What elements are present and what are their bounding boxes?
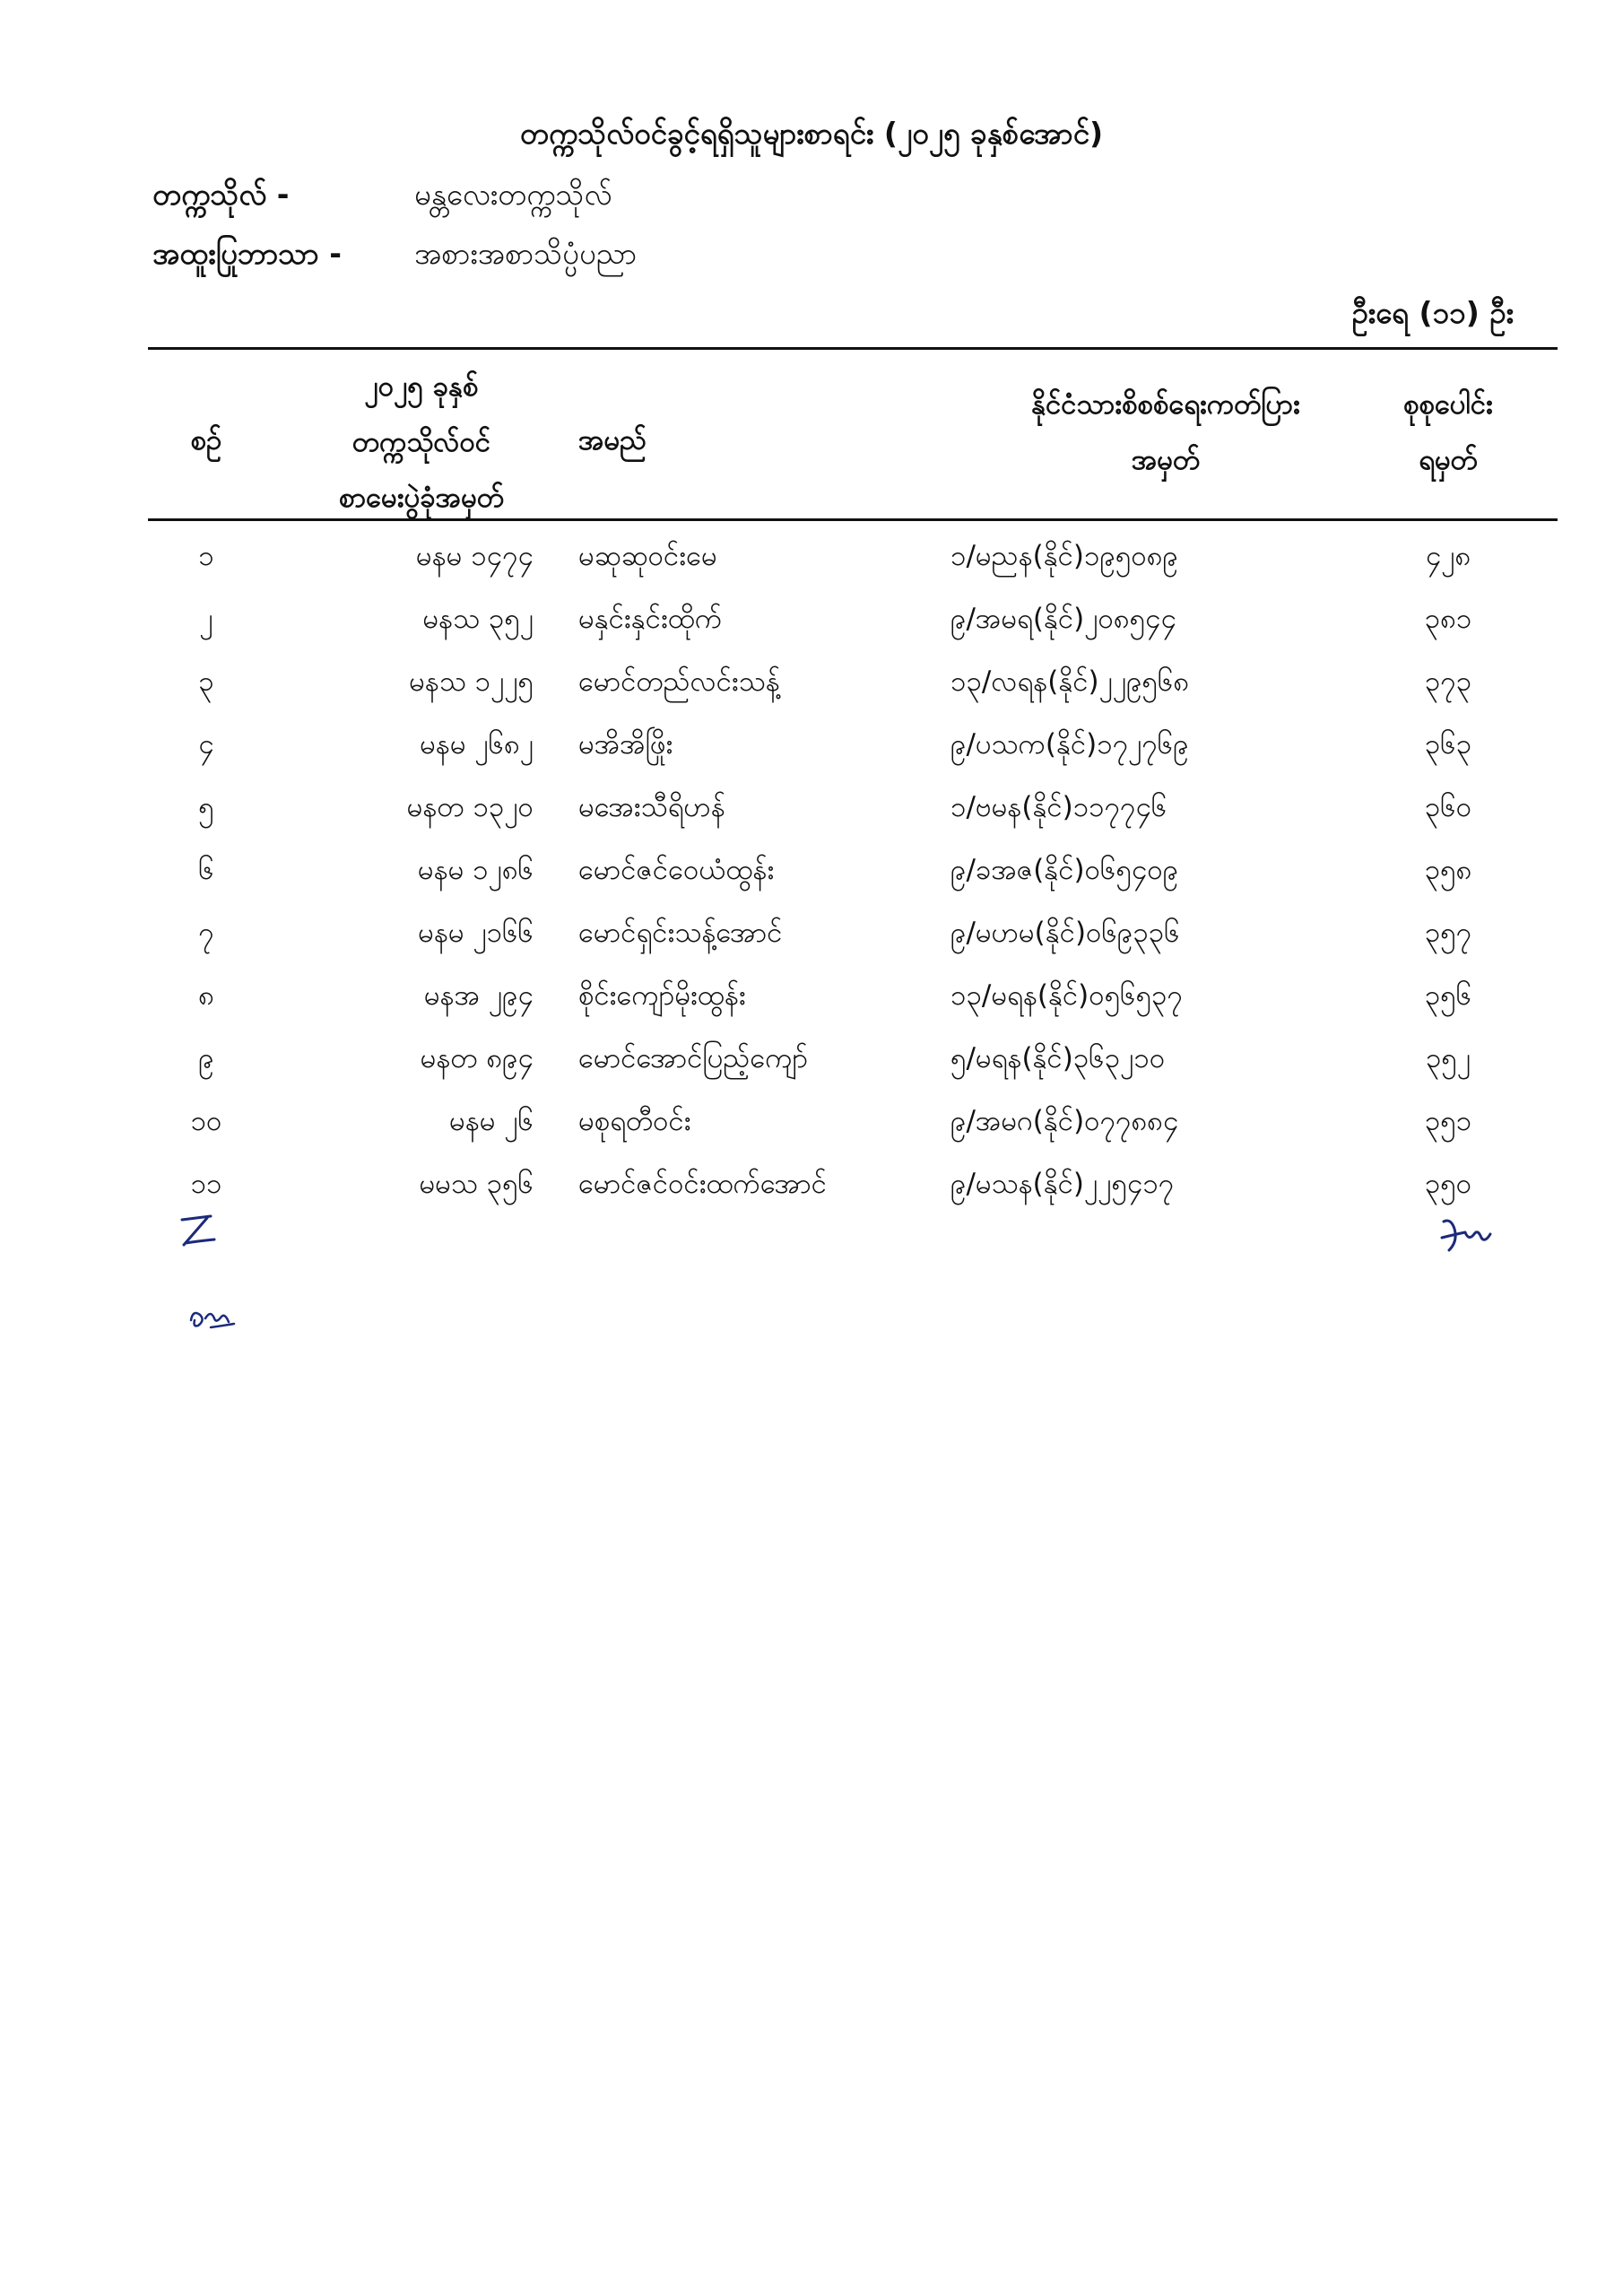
row-nrc: ၁၃/လရန(နိုင်)၂၂၉၅၆၈ (950, 665, 1190, 698)
row-nrc: ၉/ခအဇ(နိုင်)၀၆၅၄၀၉ (950, 854, 1179, 886)
table-row (0, 789, 1623, 852)
header-nrc (968, 377, 1363, 488)
table-row (0, 1103, 1623, 1166)
row-name: မနှင်းနှင်းထိုက် (578, 603, 723, 635)
table-row (0, 601, 1623, 664)
university-value: မန္တလေးတက္ကသိုလ် (414, 177, 612, 212)
row-name: မအိအိဖြိုး (578, 728, 673, 761)
row-no: ၉ (198, 1042, 214, 1074)
row-total-mark: ၃၇၃ (1424, 665, 1472, 698)
table-header-rule (148, 518, 1558, 521)
table-row (0, 538, 1623, 601)
row-no: ၁ (198, 540, 214, 572)
header-exam-line1: ၂၀၂၅ ခုနှစ် (364, 370, 479, 403)
header-nrc-line2: အမှတ် (1131, 444, 1201, 476)
row-no: ၇ (198, 917, 214, 949)
row-exam-number: မနမ ၁၄၇၄ (415, 540, 534, 572)
header-exam-line2: တက္ကသိုလ်ဝင် (352, 426, 491, 458)
row-exam-number: မနတ ၁၃၂၀ (406, 791, 534, 823)
university-label: တက္ကသိုလ် - (152, 177, 290, 212)
row-nrc: ၉/ပသက(နိုင်)၁၇၂၇၆၉ (950, 728, 1189, 761)
row-total-mark: ၃၅၀ (1424, 1168, 1472, 1200)
row-total-mark: ၄၂၈ (1425, 540, 1471, 572)
row-total-mark: ၃၆၀ (1424, 791, 1472, 823)
row-exam-number: မနသ ၃၅၂ (422, 603, 534, 635)
row-total-mark: ၃၅၇ (1424, 917, 1472, 949)
document-title: တက္ကသိုလ်ဝင်ခွင့်ရရှိသူများစာရင်း (၂၀၂၅ ခုနှစ်အောင်) (519, 116, 1104, 151)
header-mark-line1: စုစုပေါင်း (1403, 388, 1493, 421)
row-name: မောင်ဇင်ဝေယံထွန်း (578, 854, 775, 886)
row-exam-number: မနသ ၁၂၂၅ (409, 665, 534, 698)
row-exam-number: မနမ ၂၆ (449, 1105, 534, 1137)
table-row (0, 664, 1623, 726)
initial-signature-right (1435, 1211, 1506, 1260)
table-row (0, 852, 1623, 915)
initial-signature-left (175, 1211, 229, 1256)
row-exam-number: မနအ ၂၉၄ (423, 979, 534, 1012)
row-nrc: ၁/မညန(နိုင်)၁၉၅၀၈၉ (950, 540, 1178, 572)
table-row (0, 726, 1623, 789)
row-total-mark: ၃၈၁ (1424, 603, 1472, 635)
table-row (0, 978, 1623, 1040)
handwritten-mark (184, 1300, 247, 1336)
row-nrc: ၉/မသန(နိုင်)၂၂၅၄၁၇ (950, 1168, 1175, 1200)
row-no: ၃ (198, 665, 214, 698)
row-exam-number: မနမ ၁၂၈၆ (417, 854, 534, 886)
row-no: ၁၁ (190, 1168, 222, 1200)
row-total-mark: ၃၅၂ (1425, 1042, 1471, 1074)
row-nrc: ၉/အမရ(နိုင်)၂၀၈၅၄၄ (950, 603, 1176, 635)
row-name: မဆုဆုဝင်းမေ (578, 540, 717, 572)
header-name: အမည် (578, 424, 647, 457)
row-nrc: ၁/ဗမန(နိုင်)၁၁၇၇၄၆ (950, 791, 1167, 823)
row-nrc: ၅/မရန(နိုင်)၃၆၃၂၁၀ (950, 1042, 1166, 1074)
row-name: မောင်အောင်ပြည့်ကျော် (578, 1042, 809, 1074)
row-no: ၂ (199, 603, 213, 635)
row-no: ၄ (198, 728, 214, 761)
row-total-mark: ၃၆၃ (1424, 728, 1472, 761)
table-row (0, 915, 1623, 978)
header-exam-number (287, 359, 556, 526)
row-exam-number: မနမ ၂၁၆၆ (418, 917, 534, 949)
header-nrc-line1: နိုင်ငံသားစိစစ်ရေးကတ်ပြား (1031, 388, 1300, 421)
row-name: စိုင်းကျော်မိုးထွန်း (578, 979, 746, 1012)
row-name: မအေးသီရိဟန် (578, 791, 725, 823)
header-exam-line3: စာမေးပွဲခုံအမှတ် (338, 482, 505, 514)
header-total-mark (1372, 377, 1524, 488)
row-exam-number: မမသ ၃၅၆ (419, 1168, 534, 1200)
row-total-mark: ၃၅၆ (1424, 979, 1472, 1012)
row-no: ၆ (198, 854, 214, 886)
row-no: ၈ (198, 979, 214, 1012)
row-nrc: ၉/အမဂ(နိုင်)၀၇၇၈၈၄ (950, 1105, 1179, 1137)
row-no: ၁၀ (190, 1105, 222, 1137)
table-top-rule (148, 347, 1558, 350)
major-value: အစားအစာသိပ္ပံပညာ (414, 236, 638, 271)
table-row (0, 1040, 1623, 1103)
row-total-mark: ၃၅၈ (1424, 854, 1472, 886)
row-exam-number: မနမ ၂၆၈၂ (420, 728, 534, 761)
row-total-mark: ၃၅၁ (1424, 1105, 1472, 1137)
row-exam-number: မနတ ၈၉၄ (420, 1042, 534, 1074)
row-name: မောင်ရှင်းသန့်အောင် (578, 917, 783, 949)
major-label: အထူးပြုဘာသာ - (152, 236, 342, 271)
header-no: စဉ် (190, 424, 222, 457)
row-name: မောင်တည်လင်းသန့် (578, 665, 780, 698)
header-mark-line2: ရမှတ် (1419, 444, 1478, 476)
row-nrc: ၁၃/မရန(နိုင်)၀၅၆၅၃၇ (950, 979, 1183, 1012)
table-row (0, 1166, 1623, 1229)
student-count: ဦးရေ (၁၁) ဦး (1351, 295, 1514, 330)
row-nrc: ၉/မဟမ(နိုင်)၀၆၉၃၃၆ (950, 917, 1180, 949)
row-name: မောင်ဇင်ဝင်းထက်အောင် (578, 1168, 827, 1200)
row-no: ၅ (198, 791, 214, 823)
row-name: မစုရတီဝင်း (578, 1105, 691, 1137)
